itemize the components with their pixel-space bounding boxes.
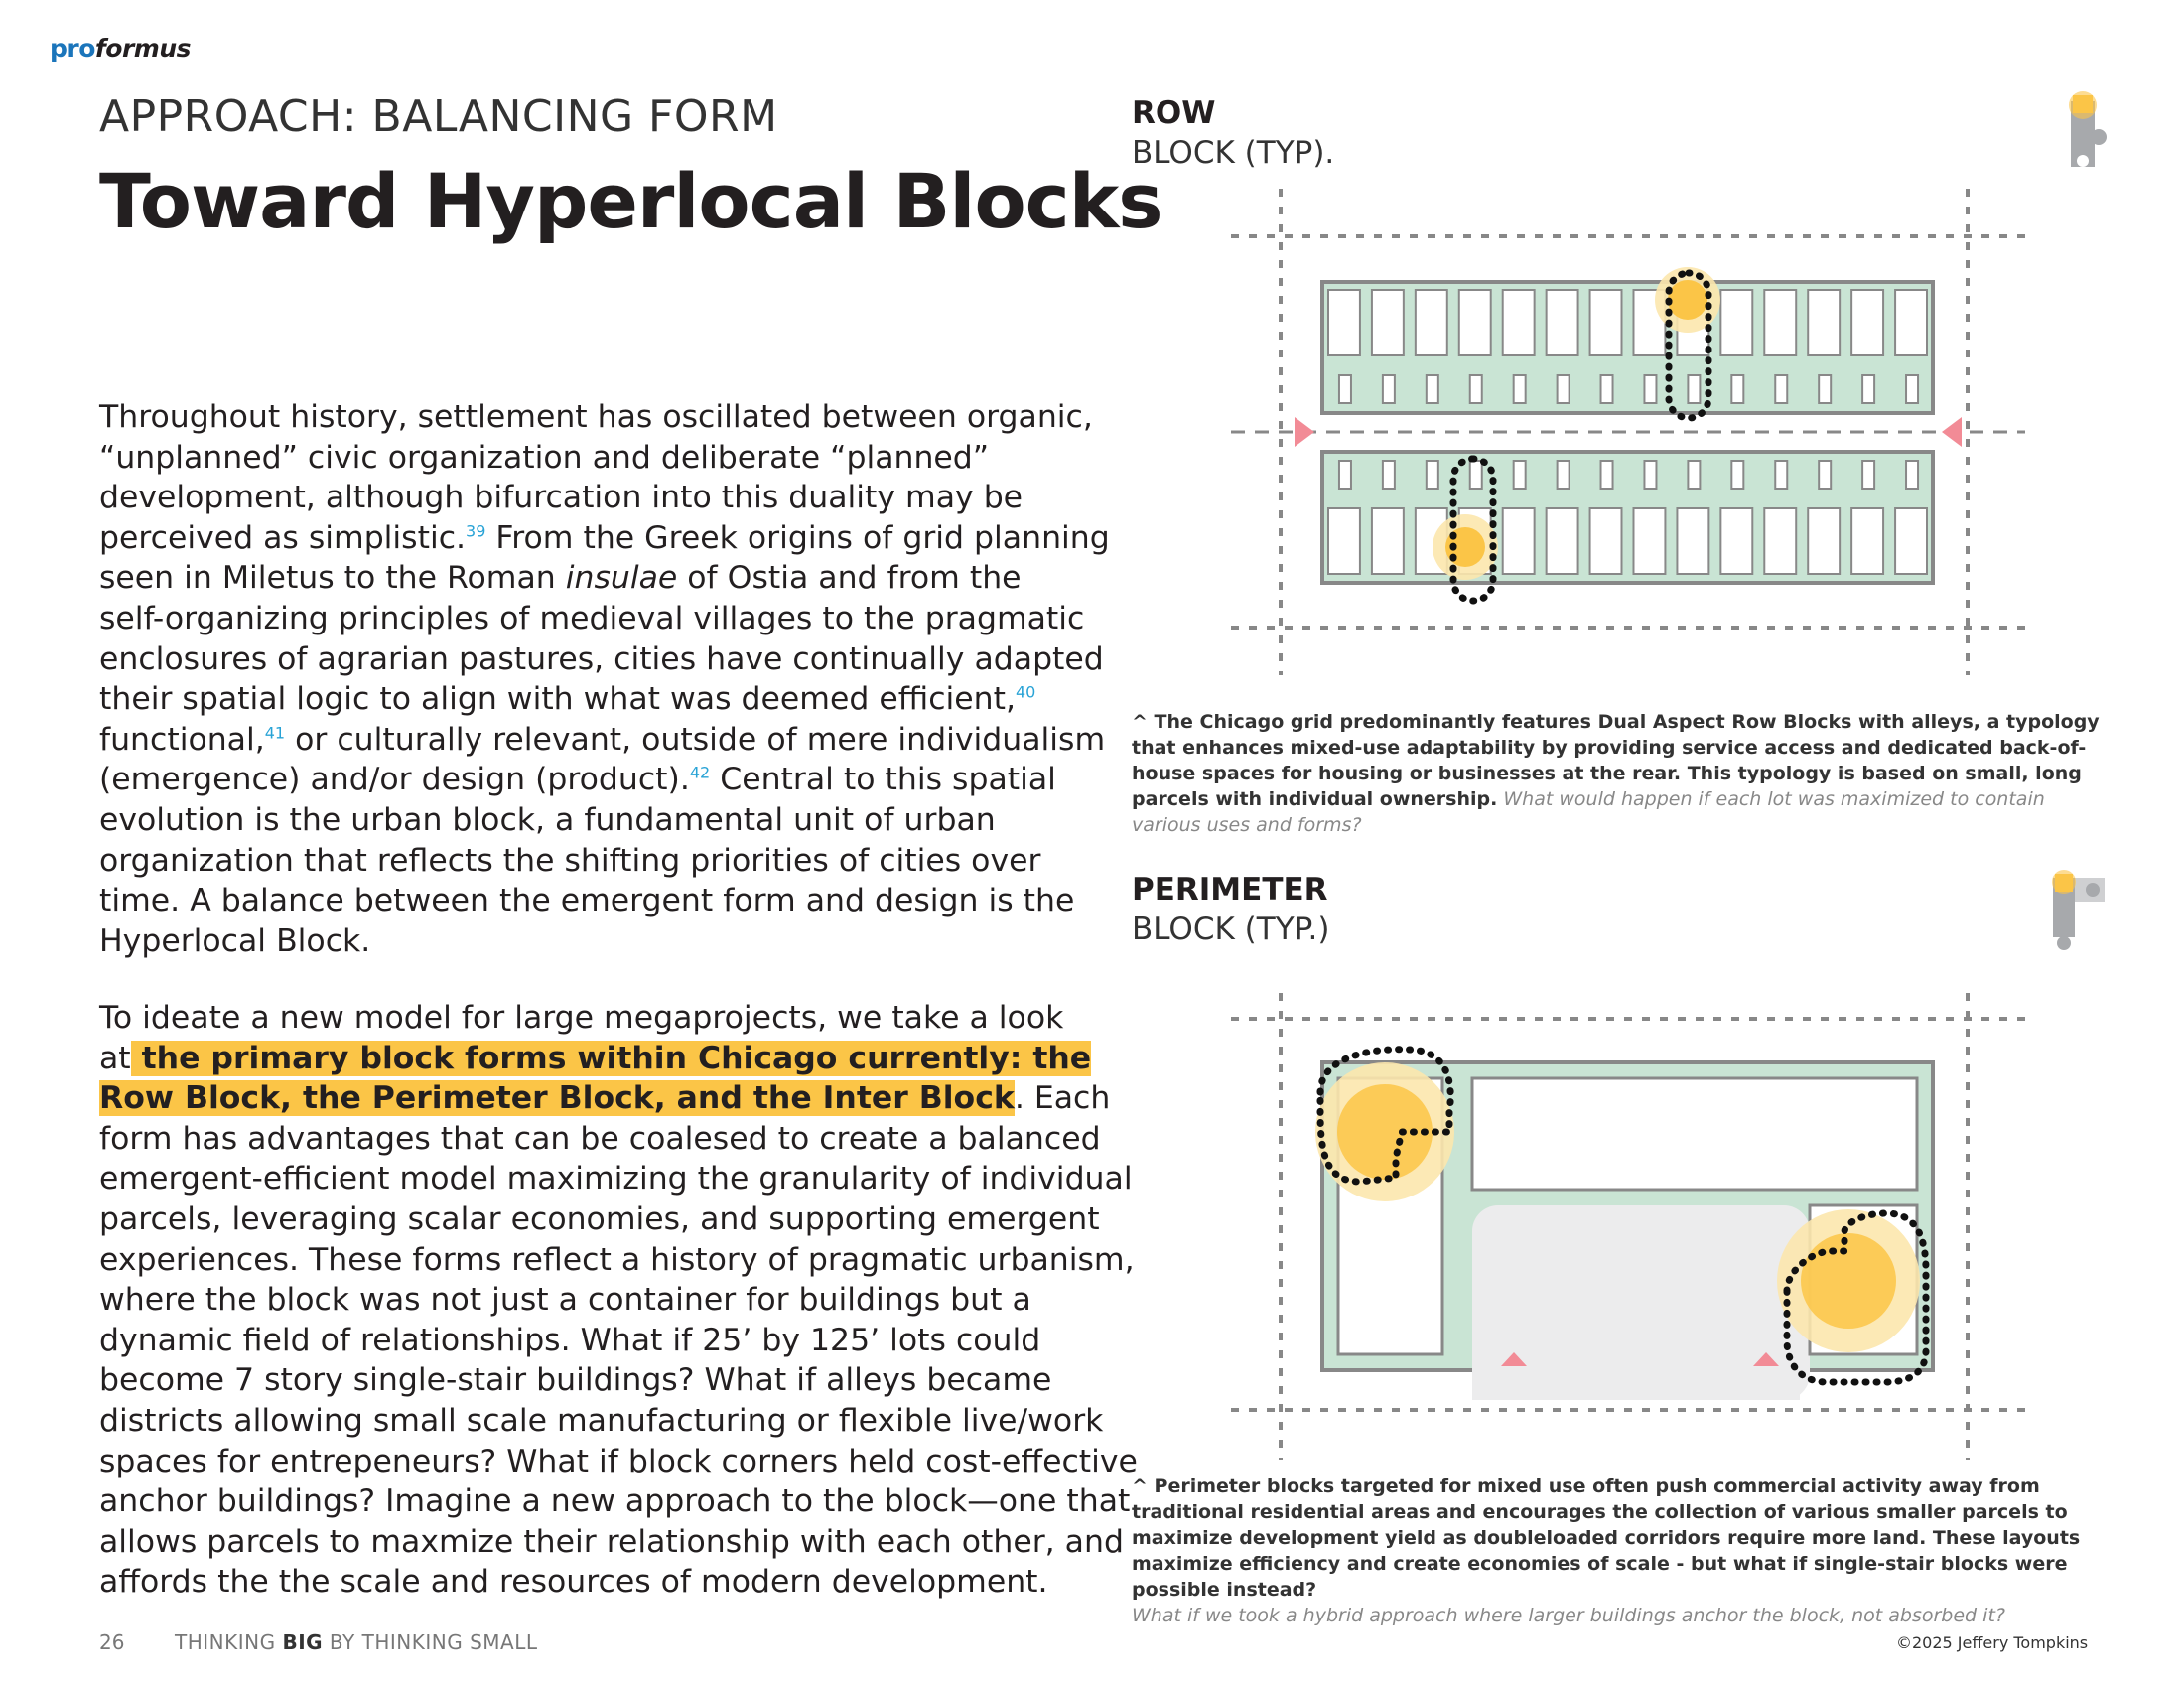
- text-line: become 7 story single-stair buildings? What if alleys became: [99, 1362, 1052, 1399]
- text-line: self-organizing principles of medieval villages to the pragmatic: [99, 600, 1085, 636]
- copyright: ©2025 Jeffery Tompkins: [1896, 1633, 2089, 1652]
- perimeter-block-caption: ^ Perimeter blocks targeted for mixed use often push commercial activity away from traditional residential areas and encourages the collection of various smaller parcels to maximize development yield as doubleloaded corridors require more land. These layouts maximize efficiency and create economies of scale - but what if single-stair blocks were possible instead? What if we took a hybrid approach where larger buildings anchor the block, not absorbed it?: [1132, 1476, 2081, 1626]
- row-lot-building: [1547, 508, 1578, 574]
- text-line: perceived as simplistic.$^{39}$ From the Greek origins of grid planning: [99, 519, 1110, 556]
- row-lot-accessory: [1644, 461, 1656, 489]
- row-lot-accessory: [1688, 375, 1700, 403]
- proformus-logo: proformus: [50, 34, 192, 63]
- row-lot-building: [1634, 508, 1666, 574]
- text-line: time. A balance between the emergent form and design is the: [99, 883, 1075, 919]
- text-line: Hyperlocal Block.: [99, 922, 371, 959]
- row-lot-accessory: [1427, 461, 1438, 489]
- row-lot-accessory: [1558, 461, 1570, 489]
- row-lot-accessory: [1906, 375, 1918, 403]
- row-lot-building: [1677, 508, 1708, 574]
- text-line: where the block was not just a container for buildings but a: [99, 1282, 1031, 1319]
- row-lot-accessory: [1688, 461, 1700, 489]
- row-lot-accessory: [1339, 375, 1351, 403]
- row-block-subheading: BLOCK (TYP).: [1132, 135, 1335, 171]
- row-lot-accessory: [1775, 461, 1787, 489]
- row-lot-accessory: [1644, 375, 1656, 403]
- row-lot-building: [1720, 290, 1752, 355]
- body-paragraph-1: [99, 397, 1110, 961]
- row-block-diagram: [1231, 189, 2035, 675]
- row-lot-building: [1590, 290, 1622, 355]
- row-lot-accessory: [1862, 461, 1874, 489]
- text-line: enclosures of agrarian pastures, cities have continually adapted: [99, 640, 1104, 677]
- footnote-ref-40[interactable]: 40: [1015, 682, 1036, 702]
- row-lot-accessory: [1862, 375, 1874, 403]
- footnote-ref-39[interactable]: 39: [466, 521, 486, 541]
- row-lot-accessory: [1601, 375, 1613, 403]
- row-lot-accessory: [1514, 375, 1526, 403]
- book-title: THINKING BIG BY THINKING SMALL: [175, 1630, 538, 1654]
- page-kicker: APPROACH: BALANCING FORM: [99, 91, 778, 142]
- text-line: (emergence) and/or design (product).$^{42}$ Central to this spatial: [99, 762, 1056, 798]
- row-lot-building: [1895, 508, 1927, 574]
- highlighted-text: the primary block forms within Chicago currently: the: [130, 1040, 1092, 1076]
- row-block-caption: ^ The Chicago grid predominantly features Dual Aspect Row Blocks with alleys, a typology that enhances mixed-use adaptability by providing service access and dedicated back-of-house spaces for housing or businesses at the rear. This typology is based on small, long parcels with individual ownership. What would happen if each lot was maximized to contain various uses and forms?: [1132, 711, 2100, 836]
- text-line: functional,$^{41}$ or culturally relevant, outside of mere individualism: [99, 721, 1106, 758]
- row-lot-building: [1503, 508, 1535, 574]
- text-line: spaces for entrepeneurs? What if block corners held cost-effective: [99, 1443, 1138, 1479]
- row-lot-accessory: [1601, 461, 1613, 489]
- row-lot-building: [1328, 508, 1360, 574]
- row-lot-accessory: [1731, 375, 1743, 403]
- row-lot-building: [1416, 290, 1447, 355]
- row-lot-building: [1720, 508, 1752, 574]
- row-lot-accessory: [1470, 375, 1482, 403]
- text-line: districts allowing small scale manufacturing or flexible live/work: [99, 1402, 1104, 1439]
- row-lot-accessory: [1339, 461, 1351, 489]
- row-lot-accessory: [1731, 461, 1743, 489]
- text-line: To ideate a new model for large megaprojects, we take a look: [99, 1000, 1064, 1036]
- row-lot-building: [1895, 290, 1927, 355]
- row-lot-building: [1459, 290, 1491, 355]
- footnote-ref-41[interactable]: 41: [264, 723, 286, 743]
- row-lot-accessory: [1427, 375, 1438, 403]
- row-lot-building: [1547, 290, 1578, 355]
- row-lot-accessory: [1470, 461, 1482, 489]
- page-number: 26: [99, 1630, 125, 1654]
- text-line: seen in Miletus to the Roman insulae of Ostia and from the: [99, 560, 1022, 597]
- row-lot-building: [1764, 508, 1796, 574]
- perimeter-block-diagram: [1231, 993, 2035, 1460]
- row-lot-building: [1808, 290, 1840, 355]
- body-paragraph-2: [99, 998, 1138, 1603]
- text-line: form has advantages that can be coalesed to create a balanced: [99, 1120, 1101, 1157]
- row-lot-building: [1764, 290, 1796, 355]
- text-line: experiences. These forms reflect a history of pragmatic urbanism,: [99, 1241, 1135, 1278]
- row-lot-building: [1590, 508, 1622, 574]
- row-lot-accessory: [1819, 375, 1831, 403]
- text-line: emergent-efficient model maximizing the granularity of individual: [99, 1161, 1133, 1197]
- footnote-ref-42[interactable]: 42: [689, 763, 711, 782]
- row-lot-building: [1372, 508, 1404, 574]
- text-line: development, although bifurcation into this duality may be: [99, 480, 1024, 516]
- text-line: at the primary block forms within Chicago currently: the: [99, 1040, 1092, 1076]
- row-lot-accessory: [1383, 461, 1395, 489]
- row-lot-building: [1851, 290, 1883, 355]
- row-lot-accessory: [1558, 375, 1570, 403]
- text-line: evolution is the urban block, a fundamental unit of urban: [99, 801, 996, 838]
- text-line: parcels, leveraging scalar economies, and supporting emergent: [99, 1200, 1100, 1237]
- row-lot-building: [1372, 290, 1404, 355]
- row-lot-building: [1851, 508, 1883, 574]
- text-line: anchor buildings? Imagine a new approach to the block—one that: [99, 1483, 1131, 1520]
- text-line: dynamic field of relationships. What if 25’ by 125’ lots could: [99, 1322, 1041, 1358]
- row-lot-building: [1328, 290, 1360, 355]
- page-title: Toward Hyperlocal Blocks: [99, 157, 1162, 245]
- perimeter-block-heading: PERIMETER: [1132, 872, 1328, 908]
- puzzle-icon-2: [2045, 864, 2111, 953]
- text-line: Throughout history, settlement has oscillated between organic,: [99, 399, 1093, 435]
- row-lot-accessory: [1514, 461, 1526, 489]
- row-lot-accessory: [1775, 375, 1787, 403]
- row-lot-accessory: [1906, 461, 1918, 489]
- highlighted-text: Row Block, the Perimeter Block, and the Inter Block: [99, 1080, 1015, 1117]
- text-line: their spatial logic to align with what was deemed efficient,$^{40}$: [99, 681, 1036, 718]
- row-lot-accessory: [1819, 461, 1831, 489]
- row-lot-accessory: [1383, 375, 1395, 403]
- text-line: Row Block, the Perimeter Block, and the Inter Block. Each: [99, 1080, 1111, 1117]
- perimeter-block-subheading: BLOCK (TYP.): [1132, 912, 1330, 947]
- row-lot-building: [1808, 508, 1840, 574]
- text-line: affords the the scale and resources of modern development.: [99, 1564, 1048, 1601]
- row-block-heading: ROW: [1132, 95, 1216, 131]
- text-line: “unplanned” civic organization and deliberate “planned”: [99, 439, 990, 476]
- text-line: allows parcels to maxmize their relationship with each other, and: [99, 1523, 1124, 1560]
- text-line: organization that reflects the shifting priorities of cities over: [99, 842, 1041, 879]
- puzzle-icon: [2055, 87, 2111, 177]
- row-lot-building: [1503, 290, 1535, 355]
